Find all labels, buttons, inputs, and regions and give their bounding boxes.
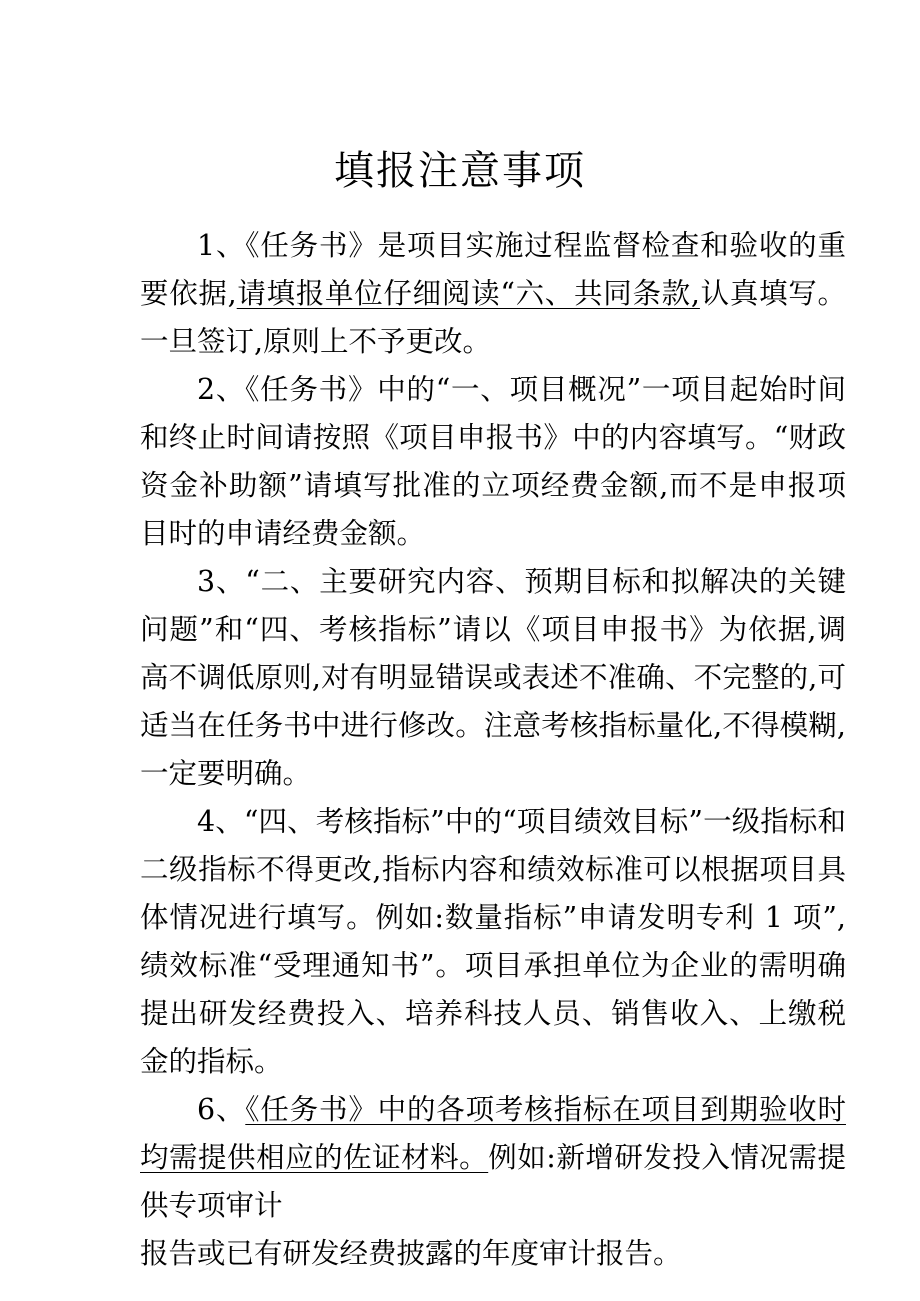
paragraph-segment-plain: “二、主要研究内容、预期目标和拟解决的关键问题”和“四、考核指标”请以《项目申报书》为依据,调高不调低原则,对有明显错误或表述不准确、不完整的,可适当在任务书中进行修改。注意考核指标量化,不得模糊,一定要明确。 [140, 565, 846, 790]
paragraph-segment-plain: “四、考核指标”中的“项目绩效目标”一级指标和二级指标不得更改,指标内容和绩效标准可以根据项目具体情况进行填写。例如:数量指标”申请发明专利 1 项”,绩效标准“受理通知书”。项目承担单位为企业的需明确提出研发经费投入、培养科技人员、销售收入、上缴税金的指标。 [140, 805, 846, 1078]
note-paragraph-6 [140, 1086, 846, 1230]
trailing-line: 报告或已有研发经费披露的年度审计报告。 [140, 1237, 682, 1270]
paragraph-number: 2、 [197, 373, 246, 406]
paragraph-number: 1、 [197, 229, 246, 262]
paragraph-segment-plain-tail: 例如:新增研发投入情况需提供专项审计 [140, 1141, 846, 1222]
note-paragraph-1 [140, 222, 846, 366]
paragraph-segment-plain: 《任务书》是项目实施过程监督检查和验收的重要依据, [140, 229, 846, 310]
paragraph-number: 4、 [197, 805, 244, 838]
paragraph-segment-plain-tail: 认真填写。一旦签订,原则上不予更改。 [140, 277, 846, 358]
paragraph-segment-underlined: 请填报单位仔细阅读“六、共同条款, [236, 277, 700, 310]
paragraph-segment-plain: 《任务书》中的“一、项目概况”一项目起始时间和终止时间请按照《项目申报书》中的内容填写。“财政资金补助额”请填写批准的立项经费金额,而不是申报项目时的申请经费金额。 [140, 373, 846, 550]
note-paragraph-4 [140, 798, 846, 1086]
paragraph-number: 3、 [197, 565, 246, 598]
paragraph-number: 6、 [197, 1093, 246, 1126]
note-paragraph-3 [140, 558, 846, 798]
document-body [140, 222, 846, 1278]
paragraph-segment-underlined: 《任务书》中的各项考核指标在项目到期验收时均需提供相应的佐证材料。 [140, 1093, 846, 1174]
note-paragraph-2 [140, 366, 846, 558]
page-title: 填报注意事项 [334, 147, 586, 194]
